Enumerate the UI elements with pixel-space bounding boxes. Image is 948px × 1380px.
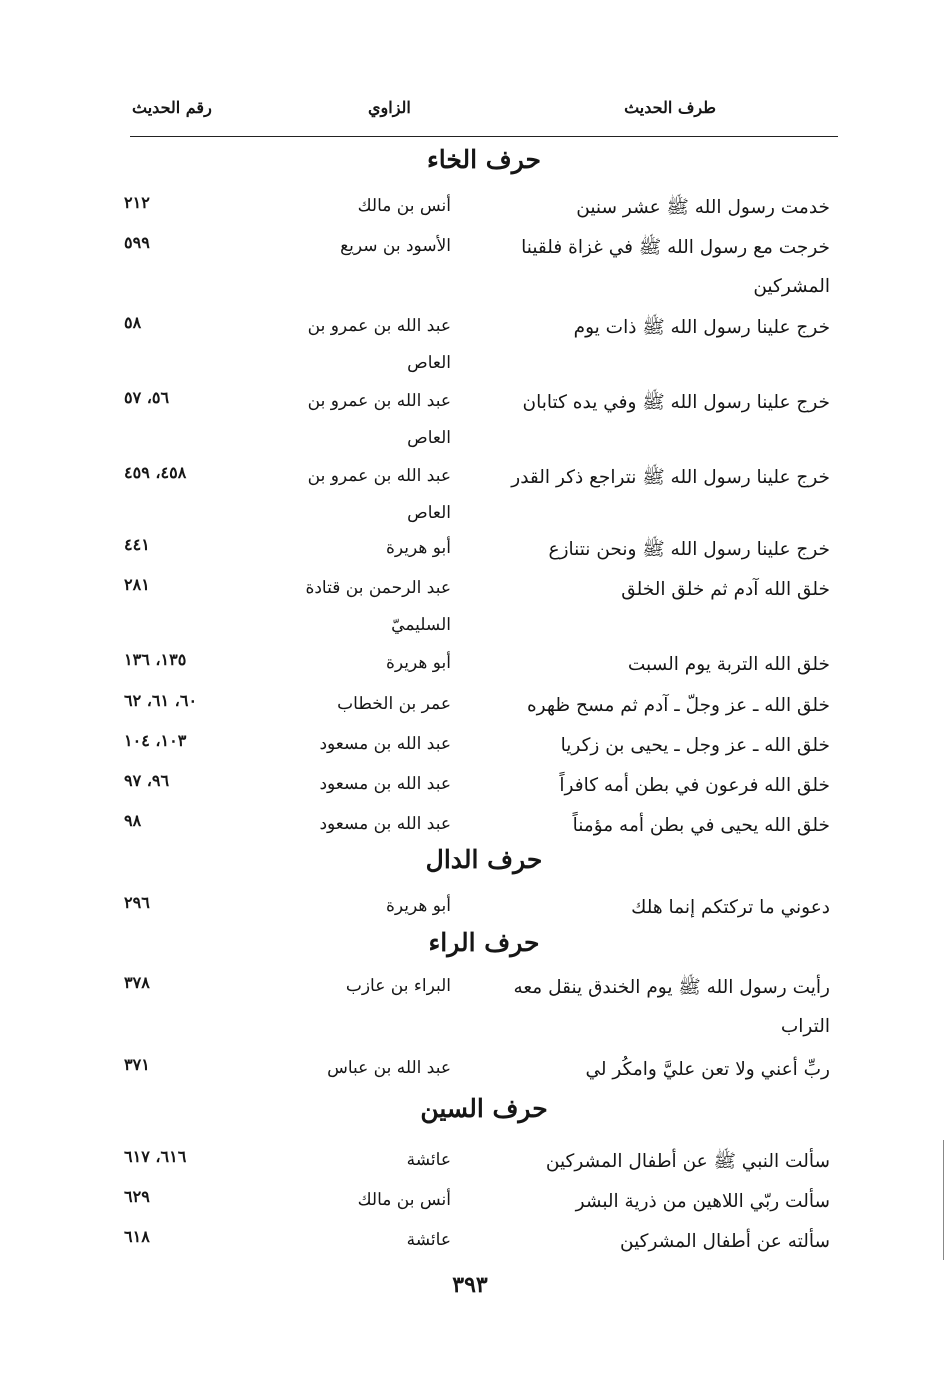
hadith-numbers: ٣٧١ [124,1055,150,1074]
hadith-numbers: ١٣٥، ١٣٦ [124,650,187,669]
scan-edge-line [943,1140,944,1260]
header-rule [130,136,838,137]
hadith-text: رأيت رسول الله ﷺ يوم الخندق ينقل معه التراب [513,977,830,1037]
narrator: عائشة [406,1150,451,1170]
narrator: البراء بن عازب [345,976,451,996]
narrator: أبو هريرة [385,538,451,558]
hadith-numbers: ٩٦، ٩٧ [124,771,170,790]
narrator: عبد الله بن عباس [327,1058,451,1078]
narrator: عبد الله بن مسعود [319,734,451,754]
hadith-text: خرج علينا رسول الله ﷺ نتراجع ذكر القدر [511,467,830,488]
hadith-numbers: ٤٤١ [124,535,150,554]
header-hadith-text: طرف الحديث [624,98,716,117]
narrator: عبد الله بن مسعود [319,774,451,794]
narrator: عائشة [406,1230,451,1250]
narrator: عمر بن الخطاب [337,694,451,714]
hadith-text: خدمت رسول الله ﷺ عشر سنين [576,197,830,218]
hadith-text: سألته عن أطفال المشركين [620,1231,830,1252]
hadith-numbers: ٥٩٩ [124,233,150,252]
page-number: ٣٩٣ [452,1272,488,1298]
section-title: حرف الراء [428,928,540,957]
hadith-text: خلق الله فرعون في بطن أمه كافراً [559,775,830,796]
narrator: أبو هريرة [385,653,451,673]
hadith-text: خرج علينا رسول الله ﷺ ونحن نتنازع [548,539,830,560]
hadith-text: سألت ربّي اللاهين من ذرية البشر [575,1191,830,1212]
narrator: عبد الله بن مسعود [319,814,451,834]
hadith-text: سألت النبي ﷺ عن أطفال المشركين [545,1151,830,1172]
section-title: حرف السين [420,1094,548,1123]
hadith-numbers: ٦١٨ [124,1227,150,1246]
hadith-text: خلق الله يحيى في بطن أمه مؤمناً [572,815,830,836]
hadith-numbers: ٥٦، ٥٧ [124,388,170,407]
hadith-numbers: ٤٥٨، ٤٥٩ [124,463,187,482]
narrator: الأسود بن سريع [340,236,451,256]
hadith-numbers: ٦٢٩ [124,1187,150,1206]
hadith-text: خلق الله آدم ثم خلق الخلق [621,579,830,600]
section-title: حرف الدال [425,845,543,874]
section-title: حرف الخاء [427,145,541,174]
narrator: عبد الله بن عمرو بن العاص [307,391,451,448]
hadith-numbers: ٢١٢ [124,193,150,212]
narrator: أنس بن مالك [357,196,451,216]
hadith-text: خرجت مع رسول الله ﷺ في غزاة فلقينا المشركين [521,237,830,297]
hadith-numbers: ٦٠، ٦١، ٦٢ [124,691,198,710]
hadith-numbers: ٣٧٨ [124,973,150,992]
hadith-text: خلق الله ـ عز وجلّ ـ آدم ثم مسح ظهره [526,695,830,716]
narrator: أبو هريرة [385,896,451,916]
narrator: أنس بن مالك [357,1190,451,1210]
hadith-text: خلق الله ـ عز وجل ـ يحيى بن زكريا [560,735,830,756]
narrator: عبد الله بن عمرو بن العاص [307,316,451,373]
hadith-numbers: ٢٨١ [124,575,150,594]
hadith-text: ربِّ أعني ولا تعن عليَّ وامكُر لي [585,1059,830,1080]
hadith-numbers: ٩٨ [124,811,142,830]
hadith-text: دعوني ما تركتكم إنما هلك [631,897,830,918]
hadith-numbers: ٥٨ [124,313,142,332]
hadith-numbers: ٢٩٦ [124,893,150,912]
narrator: عبد الله بن عمرو بن العاص [307,466,451,523]
hadith-numbers: ١٠٣، ١٠٤ [124,731,187,750]
header-narrator: الزاوي [368,98,411,117]
hadith-text: خرج علينا رسول الله ﷺ ذات يوم [573,317,830,338]
narrator: عبد الرحمن بن قتادة السليميّ [305,578,451,635]
header-hadith-number: رقم الحديث [132,98,212,117]
hadith-numbers: ٦١٦، ٦١٧ [124,1147,187,1166]
hadith-text: خلق الله التربة يوم السبت [627,654,830,675]
hadith-text: خرج علينا رسول الله ﷺ وفي يده كتابان [522,392,830,413]
